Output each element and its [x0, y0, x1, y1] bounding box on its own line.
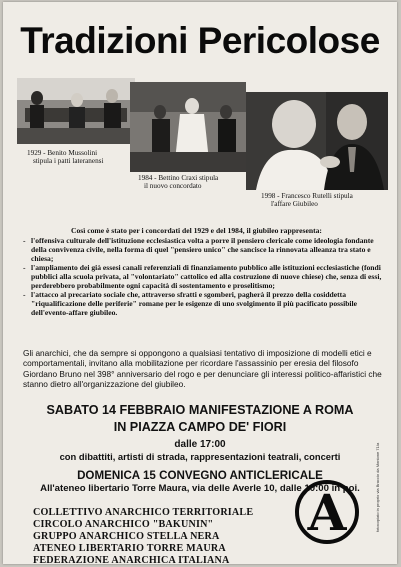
photo-mussolini-signing: [17, 78, 135, 144]
organization-name: COLLETTIVO ANARCHICO TERRITORIALE: [33, 507, 254, 518]
svg-text:A: A: [307, 483, 347, 542]
caption-line: l'affare Giubileo: [271, 200, 318, 209]
organization-name: CIRCOLO ANARCHICO "BAKUNIN": [33, 519, 214, 530]
organizations-list: [33, 507, 253, 564]
caption-line: 1998 - Francesco Rutelli stipula: [261, 192, 353, 200]
photo-caption-1: [27, 149, 103, 165]
photo-caption-3: [261, 192, 353, 208]
event2-headline: DOMENICA 15 CONVEGNO ANTICLERICALE: [77, 469, 323, 482]
caption-line: 1929 - Benito Mussolini: [27, 149, 98, 157]
organization-name: FEDERAZIONE ANARCHICA ITALIANA: [33, 555, 230, 564]
photo-rutelli-pope: [246, 92, 388, 190]
event1-details: con dibattiti, artisti di strada, rappresentazioni teatrali, concerti: [59, 451, 341, 462]
bullet-item: - l'offensiva culturale dell'istituzione ecclesiastica volta a porre il pensiero clericale come ideologia fondante della convivenza civile, nella forma di quel "pensiero unico" che sancisce la rinnovata alleanza tra stato e chiesa;: [23, 236, 389, 263]
intro-text: Così come è stato per i concordati del 1929 e del 1984, il giubileo rappresenta:: [71, 226, 322, 235]
organization-name: ATENEO LIBERTARIO TORRE MAURA: [33, 543, 226, 554]
bullet-list: [23, 236, 389, 317]
poster: [3, 2, 397, 564]
event1-time: dalle 17:00: [174, 439, 226, 450]
caption-line: stipula i patti lateranensi: [33, 157, 104, 166]
event1-location: IN PIAZZA CAMPO DE' FIORI: [113, 420, 287, 434]
bullet-item: - l'attacco al precariato sociale che, attraverso sfratti e sgomberi, pagherà il prezzo della cosiddetta "riqualificazione delle periferie" romane per le esigenze di uno svolgimento il più pacificato possibile dell'evento-affare giubileo.: [23, 290, 389, 317]
event1-headline: SABATO 14 FEBBRAIO MANIFESTAZIONE A ROMA: [46, 403, 354, 417]
event2-details: All'ateneo libertario Torre Maura, via delle Averle 10, dalle 10:00 in poi.: [40, 483, 360, 494]
photo-craxi-pope: [130, 82, 246, 172]
circle-a-anarchy-icon: [293, 478, 361, 546]
caption-line: il nuovo concordato: [144, 182, 202, 191]
organization-name: GRUPPO ANARCHICO STELLA NERA: [33, 531, 220, 542]
bullet-item: - l'ampliamento dei già essesi canali referenziali di finanziamento pubblico alle istituzioni ecclesiastiche (fondi pubblici alla scuola privata, al "volontariato" cattolico ed alla costruzione di nuove chiese) che, senza di essi, perderebbero probabilmente ogni capacità di sostentamento e proselitismo;: [23, 263, 389, 290]
caption-line: 1984 - Bettino Craxi stipula: [138, 174, 219, 182]
call-to-action-paragraph: Gli anarchici, che da sempre si oppongono a qualsiasi tentativo di imposizione di modelli etici e comportamentali, invitano alla mobilitazione per ricordare l'assassinio per eresia del filosofo Giordano Bruno nel 398° anniversario del rogo e per denunciare gli interessi politico-affaristici che stanno dietro all'organizzazione del giubileo.: [23, 348, 382, 389]
print-note: fotocopiato in proprio via Braccio da Montone 71/a: [375, 442, 380, 532]
poster-title: Tradizioni Pericolose: [20, 20, 380, 61]
photo-caption-2: [138, 174, 218, 190]
